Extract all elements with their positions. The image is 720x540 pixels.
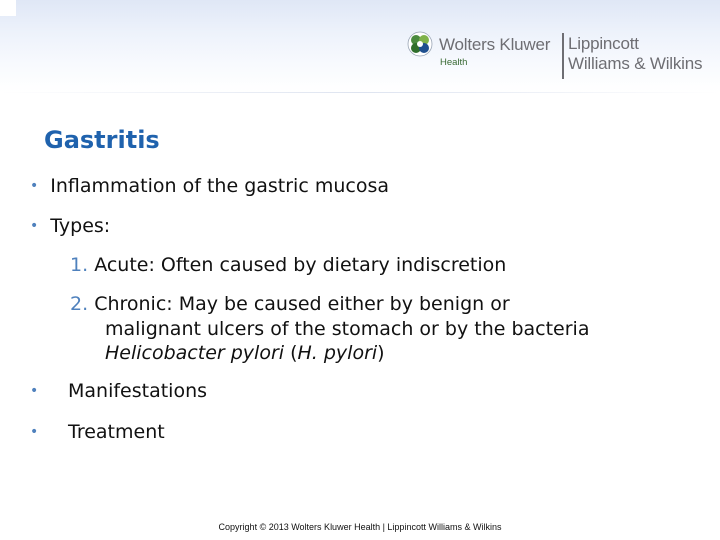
bullet-icon: •	[30, 383, 39, 399]
bullet-text: Manifestations	[68, 380, 208, 402]
item-number: 2.	[70, 293, 89, 315]
bullet-icon: •	[30, 424, 39, 440]
bacteria-name: Helicobacter pylori	[105, 342, 285, 364]
header-divider	[0, 92, 720, 93]
paren-open: (	[284, 342, 298, 364]
bullet-icon: •	[30, 178, 39, 194]
bullet-text: Types:	[50, 215, 111, 237]
numbered-item	[70, 253, 680, 278]
bacteria-abbrev: H. pylori	[297, 342, 378, 364]
item-text-line2: malignant ulcers of the stomach or by the bacteria	[105, 317, 590, 340]
logo-health-text: Health	[440, 57, 468, 68]
copyright-footer: Copyright © 2013 Wolters Kluwer Health | Lippincott Williams & Wilkins	[218, 522, 502, 532]
logo-lippincott-line1: Lippincott	[568, 34, 639, 53]
logo-lippincott-text	[568, 34, 702, 74]
bullet-text: Treatment	[68, 421, 165, 443]
slide-title: Gastritis	[44, 126, 160, 154]
corner-decoration	[0, 0, 16, 16]
item-text-line1: Chronic: May be caused either by benign or	[94, 293, 510, 315]
logo-divider	[562, 33, 564, 79]
wolters-kluwer-mark-icon	[407, 31, 433, 57]
publisher-logo	[407, 29, 717, 81]
logo-lippincott-line2: Williams & Wilkins	[568, 54, 703, 73]
item-text-line3	[70, 341, 680, 366]
paren-close: )	[377, 342, 385, 364]
bullet-item	[30, 420, 165, 446]
bullet-item	[30, 174, 389, 200]
bullet-text: Inflammation of the gastric mucosa	[50, 175, 389, 197]
item-text: Acute: Often caused by dietary indiscretion	[94, 254, 507, 276]
logo-wolters-kluwer-text: Wolters Kluwer	[439, 35, 551, 54]
item-number: 1.	[70, 254, 89, 276]
bullet-item	[30, 214, 110, 240]
numbered-item	[70, 292, 680, 366]
bullet-item	[30, 379, 207, 405]
bullet-icon: •	[30, 218, 39, 234]
